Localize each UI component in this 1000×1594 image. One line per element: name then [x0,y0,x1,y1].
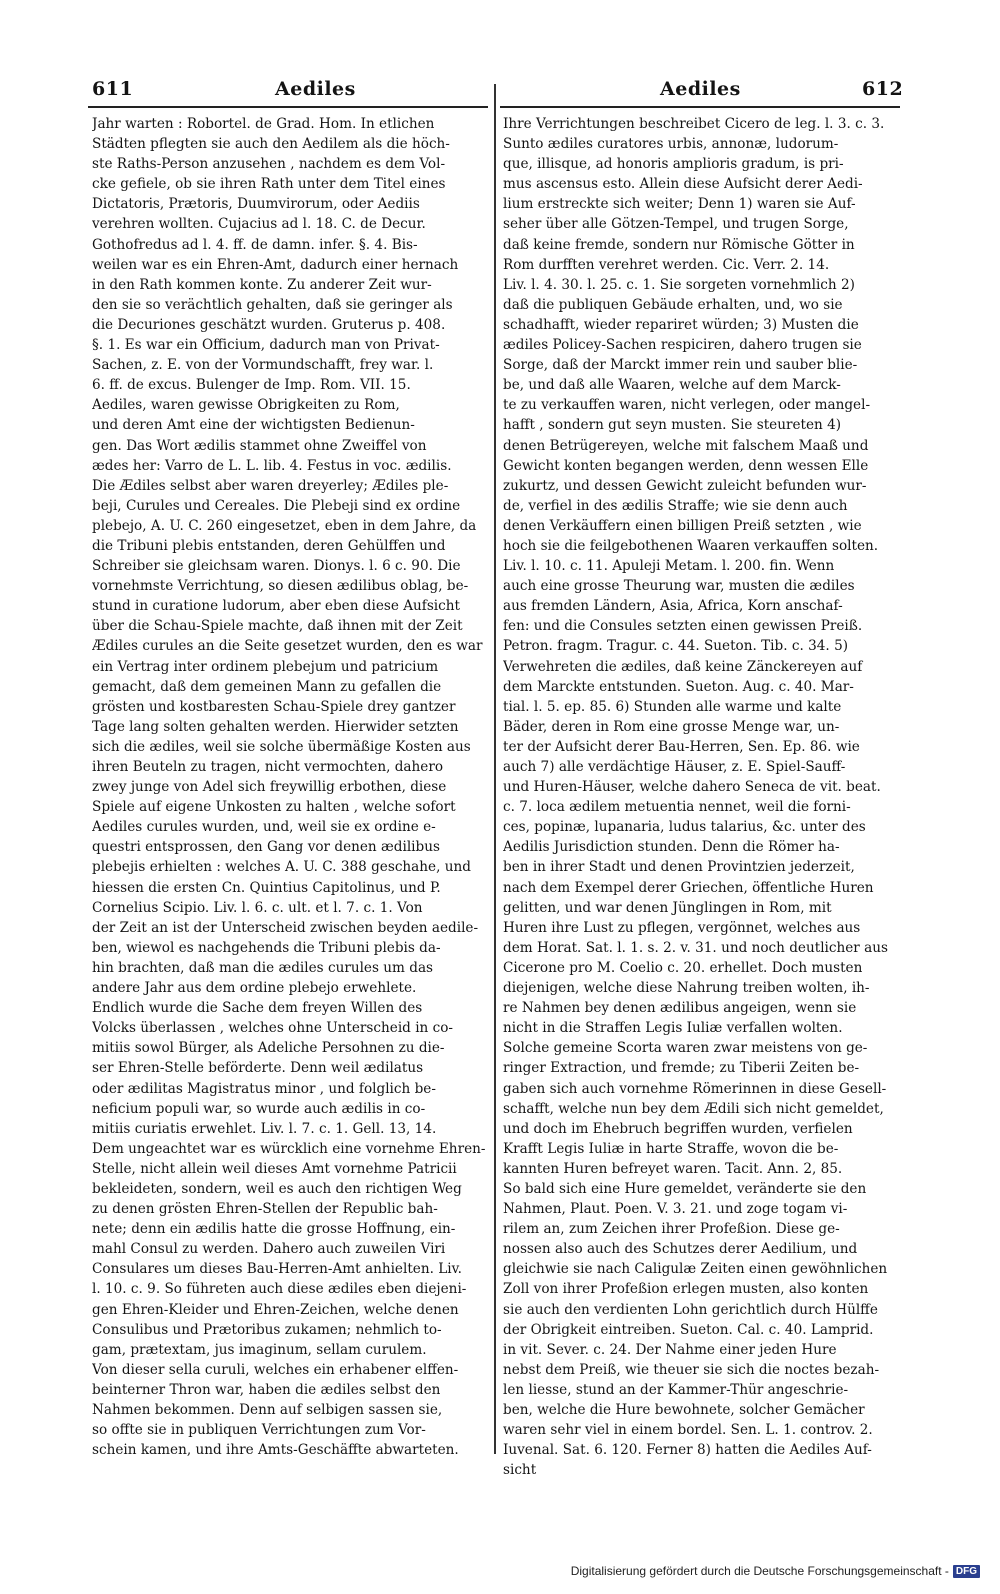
text-line: zu denen grösten Ehren-Stellen der Republic bah- [92,1201,438,1218]
text-line: Solche gemeine Scorta waren zwar meistens von ge- [503,1040,868,1057]
text-line: rilem an, zum Zeichen ihrer Profeßion. Diese ge- [503,1221,840,1238]
text-line: auch eine grosse Theurung war, musten die ædiles [503,578,855,595]
left-page-number: 611 [92,78,134,100]
text-line: Gewicht konten begangen werden, denn wessen Elle [503,457,869,474]
text-line: Sorge, daß der Marckt immer rein und sauber blie- [503,357,858,374]
text-line: mitiis curiatis erwehlet. Liv. l. 7. c. 1. Gell. 13, 14. [92,1120,437,1137]
footer-credit: Digitalisierung gefördert durch die Deutsche Forschungsgemeinschaft - [570,1564,949,1578]
text-line: der Zeit an ist der Unterscheid zwischen beyden aedile- [92,919,479,936]
text-line: Liv. l. 10. c. 11. Apuleji Metam. l. 200. fin. Wenn [503,558,835,575]
text-line: weilen war es ein Ehren-Amt, dadurch einer hernach [92,256,459,273]
text-line: kannten Huren befreyet waren. Tacit. Ann. 2, 85. [503,1160,843,1177]
text-line: So bald sich eine Hure gemeldet, veränderte sie den [503,1180,867,1197]
text-line: daß die publiquen Gebäude erhalten, und, wo sie [503,296,843,313]
text-line: auch 7) alle verdächtige Häuser, z. E. Spiel-Sauff- [503,759,846,775]
text-line: der Obrigkeit eintreiben. Sueton. Cal. c. 40. Lamprid. [503,1321,874,1338]
text-line: Endlich wurde die Sache dem freyen Willen des [92,1000,423,1017]
text-line: schein kamen, und ihre Amts-Geschäffte abwarteten. [92,1442,459,1459]
text-line: zukurtz, und dessen Gewicht zuleicht befunden wur- [503,477,867,494]
text-line: über die Schau-Spiele machte, daß ihnen mit der Zeit [92,618,463,635]
text-line: Ihre Verrichtungen beschreibet Cicero de leg. l. 3. c. 3. [503,116,885,132]
text-line: l. 10. c. 9. So führeten auch diese ædiles eben diejeni- [92,1281,467,1298]
text-line: c. 7. loca ædilem metuentia nennet, weil die forni- [503,799,851,816]
text-line: questri entsprossen, den Gang vor denen ædilibus [92,839,440,856]
text-line: ein Vertrag inter ordinem plebejum und patricium [92,658,439,675]
text-line: dem Marckte entstunden. Sueton. Aug. c. 40. Mar- [503,678,854,695]
right-text-column [503,114,899,1480]
text-line: die Tribuni plebis entstanden, deren Gehülffen und [92,537,446,554]
text-line: len liesse, stund an der Kammer-Thür angeschrie- [503,1381,849,1398]
text-line: daß keine fremde, sondern nur Römische Götter in [503,236,855,253]
text-line: seher über alle Götzen-Tempel, und trugen Sorge, [503,216,849,233]
left-text-column [92,114,488,1460]
text-line: dem Horat. Sat. l. 1. s. 2. v. 31. und noch deutlicher aus [503,939,888,956]
text-line: Die Ædiles selbst aber waren dreyerley; Ædiles ple- [92,477,449,494]
text-line: re Nahmen bey denen ædilibus angeigen, wenn sie [503,1000,857,1017]
text-line: schafft, welche nun bey dem Ædili sich nicht gemeldet, [503,1100,884,1117]
text-line: ihren Beuteln zu tragen, nicht vermochten, dahero [92,759,444,775]
text-line: denen Betrügereyen, welche mit falschem Maaß und [503,437,869,454]
text-line: Sunto ædiles curatores urbis, annonæ, ludorum- [503,136,839,153]
text-line: in den Rath kommen konte. Zu anderer Zeit wur- [92,276,432,293]
text-line: die Decuriones geschätzt wurden. Gruterus p. 408. [92,316,446,333]
text-line: Nahmen, Plaut. Poen. V. 3. 21. und zoge togam vi- [503,1201,848,1218]
text-line: vornehmste Verrichtung, so diesen ædilibus oblag, be- [92,578,469,595]
text-line: in vit. Sever. c. 24. Der Nahme einer jeden Hure [503,1341,837,1358]
text-line: Cornelius Scipio. Liv. l. 6. c. ult. et l. 7. c. 1. Von [92,899,423,916]
text-line: Aediles, waren gewisse Obrigkeiten zu Rom, [92,397,400,414]
text-line: fen: und die Consules setzten einen gewissen Preiß. [503,618,863,635]
text-line: de, verfiel in des ædilis Straffe; wie sie denn auch [503,497,848,514]
text-line: Städten pflegten sie auch den Aedilem als die höch- [92,136,450,153]
text-line: Cicerone pro M. Coelio c. 20. erhellet. Doch musten [503,959,863,976]
text-line: hin brachten, daß man die ædiles curules um das [92,959,434,976]
text-line: Aediles curules wurden, und, weil sie ex ordine e- [92,819,436,836]
text-line: Spiele auf eigene Unkosten zu halten , welche sofort [92,799,456,816]
text-line: Gothofredus ad l. 4. ff. de damn. infer. §. 4. Bis- [92,236,418,253]
text-line: ces, popinæ, lupanaria, ludus talarius, &c. unter des [503,819,866,836]
text-line: Dem ungeachtet war es würcklich eine vornehme Ehren- [92,1140,486,1157]
text-line: Ædiles curules an die Seite gesetzet wurden, den es war [92,638,483,655]
text-line: lium erstreckte sich weiter; Denn 1) waren sie Auf- [503,196,856,213]
text-line: und deren Amt eine der wichtigsten Bedienun- [92,417,415,434]
text-line: ste Raths-Person anzusehen , nachdem es dem Vol- [92,156,446,173]
text-line: Consulibus und Prætoribus zukamen; nehmlich to- [92,1321,442,1338]
text-line: und doch im Ehebruch begriffen wurden, verfielen [503,1120,853,1137]
text-line: Aedilis Jurisdiction stunden. Denn die Römer ha- [503,839,840,856]
text-line: sie auch den verdienten Lohn gerichtlich durch Hülffe [503,1301,878,1318]
header-rule-right [500,106,900,108]
text-line: stund in curatione ludorum, aber eben diese Aufsicht [92,598,460,615]
text-line: Rom durfften verehret werden. Cic. Verr. 2. 14. [503,256,830,273]
text-line: 6. ff. de excus. Bulenger de Imp. Rom. VII. 15. [92,377,411,394]
dfg-logo: DFG [953,1565,980,1578]
text-line: den sie so verächtlich gehalten, daß sie geringer als [92,296,453,313]
text-line: que, illisque, ad honoris amplioris gradum, is pri- [503,156,844,173]
text-line: sicht [503,1462,537,1479]
text-line: Volcks überlassen , welches ohne Unterscheid in co- [92,1020,454,1037]
text-line: gen. Das Wort ædilis stammet ohne Zweiffel von [92,437,427,454]
text-line: hiessen die ersten Cn. Quintius Capitolinus, und P. [92,879,441,896]
text-line: Tage lang solten gehalten werden. Hierwider setzten [92,718,459,735]
text-line: sich die ædiles, weil sie solche übermäßige Kosten aus [92,738,471,755]
text-line: Stelle, nicht allein weil dieses Amt vornehme Patricii [92,1160,457,1177]
right-page-number: 612 [862,78,904,100]
text-line: zwey junge von Adel sich freywillig erbothen, diese [92,779,447,796]
text-line: gaben sich auch vornehme Römerinnen in diese Gesell- [503,1080,887,1097]
text-line: Iuvenal. Sat. 6. 120. Ferner 8) hatten die Aediles Auf- [503,1442,872,1459]
text-line: gelitten, und war denen Jünglingen in Rom, mit [503,899,832,916]
text-line: ben, wiewol es nachgehends die Tribuni plebis da- [92,939,441,956]
text-line: grösten und kostbaresten Schau-Spiele drey gantzer [92,698,456,715]
text-line: Jahr warten : Robortel. de Grad. Hom. In etlichen [92,116,435,132]
text-line: gam, prætextam, jus imaginum, sellam curulem. [92,1341,427,1358]
right-headword: Aediles [660,78,741,100]
text-line: Von dieser sella curuli, welches ein erhabener elffen- [92,1361,459,1378]
text-line: Bäder, deren in Rom eine grosse Menge war, un- [503,718,840,735]
text-line: Zoll von ihrer Profeßion erlegen musten, also konten [503,1281,869,1298]
text-line: Schreiber sie gleichsam waren. Dionys. l. 6 c. 90. Die [92,558,461,575]
text-line: ter der Aufsicht derer Bau-Herren, Sen. Ep. 86. wie [503,738,860,755]
text-line: Sachen, z. E. von der Vormundschafft, frey war. l. [92,357,434,374]
text-line: gemacht, daß dem gemeinen Mann zu gefallen die [92,678,442,695]
text-line: Petron. fragm. Tragur. c. 44. Sueton. Tib. c. 34. 5) [503,638,849,655]
text-line: andere Jahr aus dem ordine plebejo erwehlete. [92,980,417,997]
digitization-footer [571,1564,980,1578]
text-line: ben, welche die Hure bewohnete, solcher Gemächer [503,1402,865,1418]
text-line: verehren wollten. Cujacius ad l. 18. C. de Decur. [92,216,426,233]
text-line: mahl Consul zu werden. Dahero auch zuweilen Viri [92,1241,446,1258]
header-rule-left [88,106,488,108]
text-line: neficium populi war, so wurde auch ædilis in co- [92,1100,426,1117]
text-line: aus fremden Ländern, Asia, Africa, Korn anschaf- [503,598,843,615]
text-line: mus ascensus esto. Allein diese Aufsicht derer Aedi- [503,176,863,193]
text-line: Huren ihre Lust zu pflegen, vergönnet, welches aus [503,919,861,936]
text-line: beji, Curules und Cereales. Die Plebeji sind ex ordine [92,497,461,514]
text-line: Nahmen bekommen. Denn auf selbigen sassen sie, [92,1402,443,1418]
text-line: hoch sie die feilgebothenen Waaren verkauffen solten. [503,537,879,554]
text-line: nach dem Exempel derer Griechen, öffentliche Huren [503,879,874,896]
text-line: §. 1. Es war ein Officium, dadurch man von Privat- [92,337,440,354]
text-line: mitiis sowol Bürger, als Adeliche Persohnen zu die- [92,1040,445,1057]
text-line: plebejo, A. U. C. 260 eingesetzet, eben in dem Jahre, da [92,517,477,534]
text-line: waren sehr viel in einem bordel. Sen. L. 1. controv. 2. [503,1422,873,1439]
text-line: hafft , sondern gut seyn musten. Sie steureten 4) [503,417,842,434]
text-line: te zu verkauffen waren, nicht verlegen, oder mangel- [503,397,871,414]
text-line: nossen also auch des Schutzes derer Aedilium, und [503,1241,858,1258]
text-line: gleichwie sie nach Caligulæ Zeiten einen gewöhnlichen [503,1261,888,1278]
text-line: ædes her: Varro de L. L. lib. 4. Festus in voc. ædilis. [92,457,452,474]
text-line: oder ædilitas Magistratus minor , und folglich be- [92,1080,436,1097]
column-divider [494,84,496,1454]
text-line: plebejis erhielten : welches A. U. C. 388 geschahe, und [92,859,471,876]
text-line: schadhafft, wieder repariret würden; 3) Musten die [503,316,859,333]
text-line: ædiles Policey-Sachen respiciren, dahero trugen sie [503,337,862,354]
text-line: Dictatoris, Prætoris, Duumvirorum, oder Aediis [92,196,420,213]
text-line: cke gefiele, ob sie ihren Rath unter dem Titel eines [92,176,446,193]
text-line: Krafft Legis Iuliæ in harte Straffe, wovon die be- [503,1140,839,1157]
text-line: nicht in die Straffen Legis Iuliæ verfallen wolten. [503,1020,843,1037]
text-line: nebst dem Preiß, wie theuer sie sich die noctes bezah- [503,1361,880,1378]
text-line: nete; denn ein ædilis hatte die grosse Hoffnung, ein- [92,1221,456,1238]
text-line: ringer Extraction, und fremde; zu Tiberii Zeiten be- [503,1060,860,1077]
text-line: Liv. l. 4. 30. l. 25. c. 1. Sie sorgeten vornehmlich 2) [503,276,855,293]
text-line: ser Ehren-Stelle beförderte. Denn weil ædilatus [92,1060,424,1077]
text-line: denen Verkäuffern einen billigen Preiß setzten , wie [503,517,862,534]
text-line: be, und daß alle Waaren, welche auf dem Marck- [503,377,841,394]
text-line: und Huren-Häuser, welche dahero Seneca de vit. beat. [503,779,881,796]
text-line: ben in ihrer Stadt und denen Provintzien jederzeit, [503,859,855,876]
text-line: Verwehreten die ædiles, daß keine Zänckereyen auf [503,658,863,675]
text-line: diejenigen, welche diese Nahrung treiben wolten, ih- [503,980,870,997]
left-headword: Aediles [275,78,356,100]
text-line: gen Ehren-Kleider und Ehren-Zeichen, welche denen [92,1301,459,1318]
text-line: tial. l. 5. ep. 85. 6) Stunden alle warme und kalte [503,698,842,715]
text-line: Consulares um dieses Bau-Herren-Amt anhielten. Liv. [92,1261,462,1278]
text-line: so offte sie in publiquen Verrichtungen zum Vor- [92,1422,426,1439]
text-line: beinterner Thron war, haben die ædiles selbst den [92,1381,441,1398]
text-line: bekleideten, sondern, weil es auch den richtigen Weg [92,1180,462,1197]
